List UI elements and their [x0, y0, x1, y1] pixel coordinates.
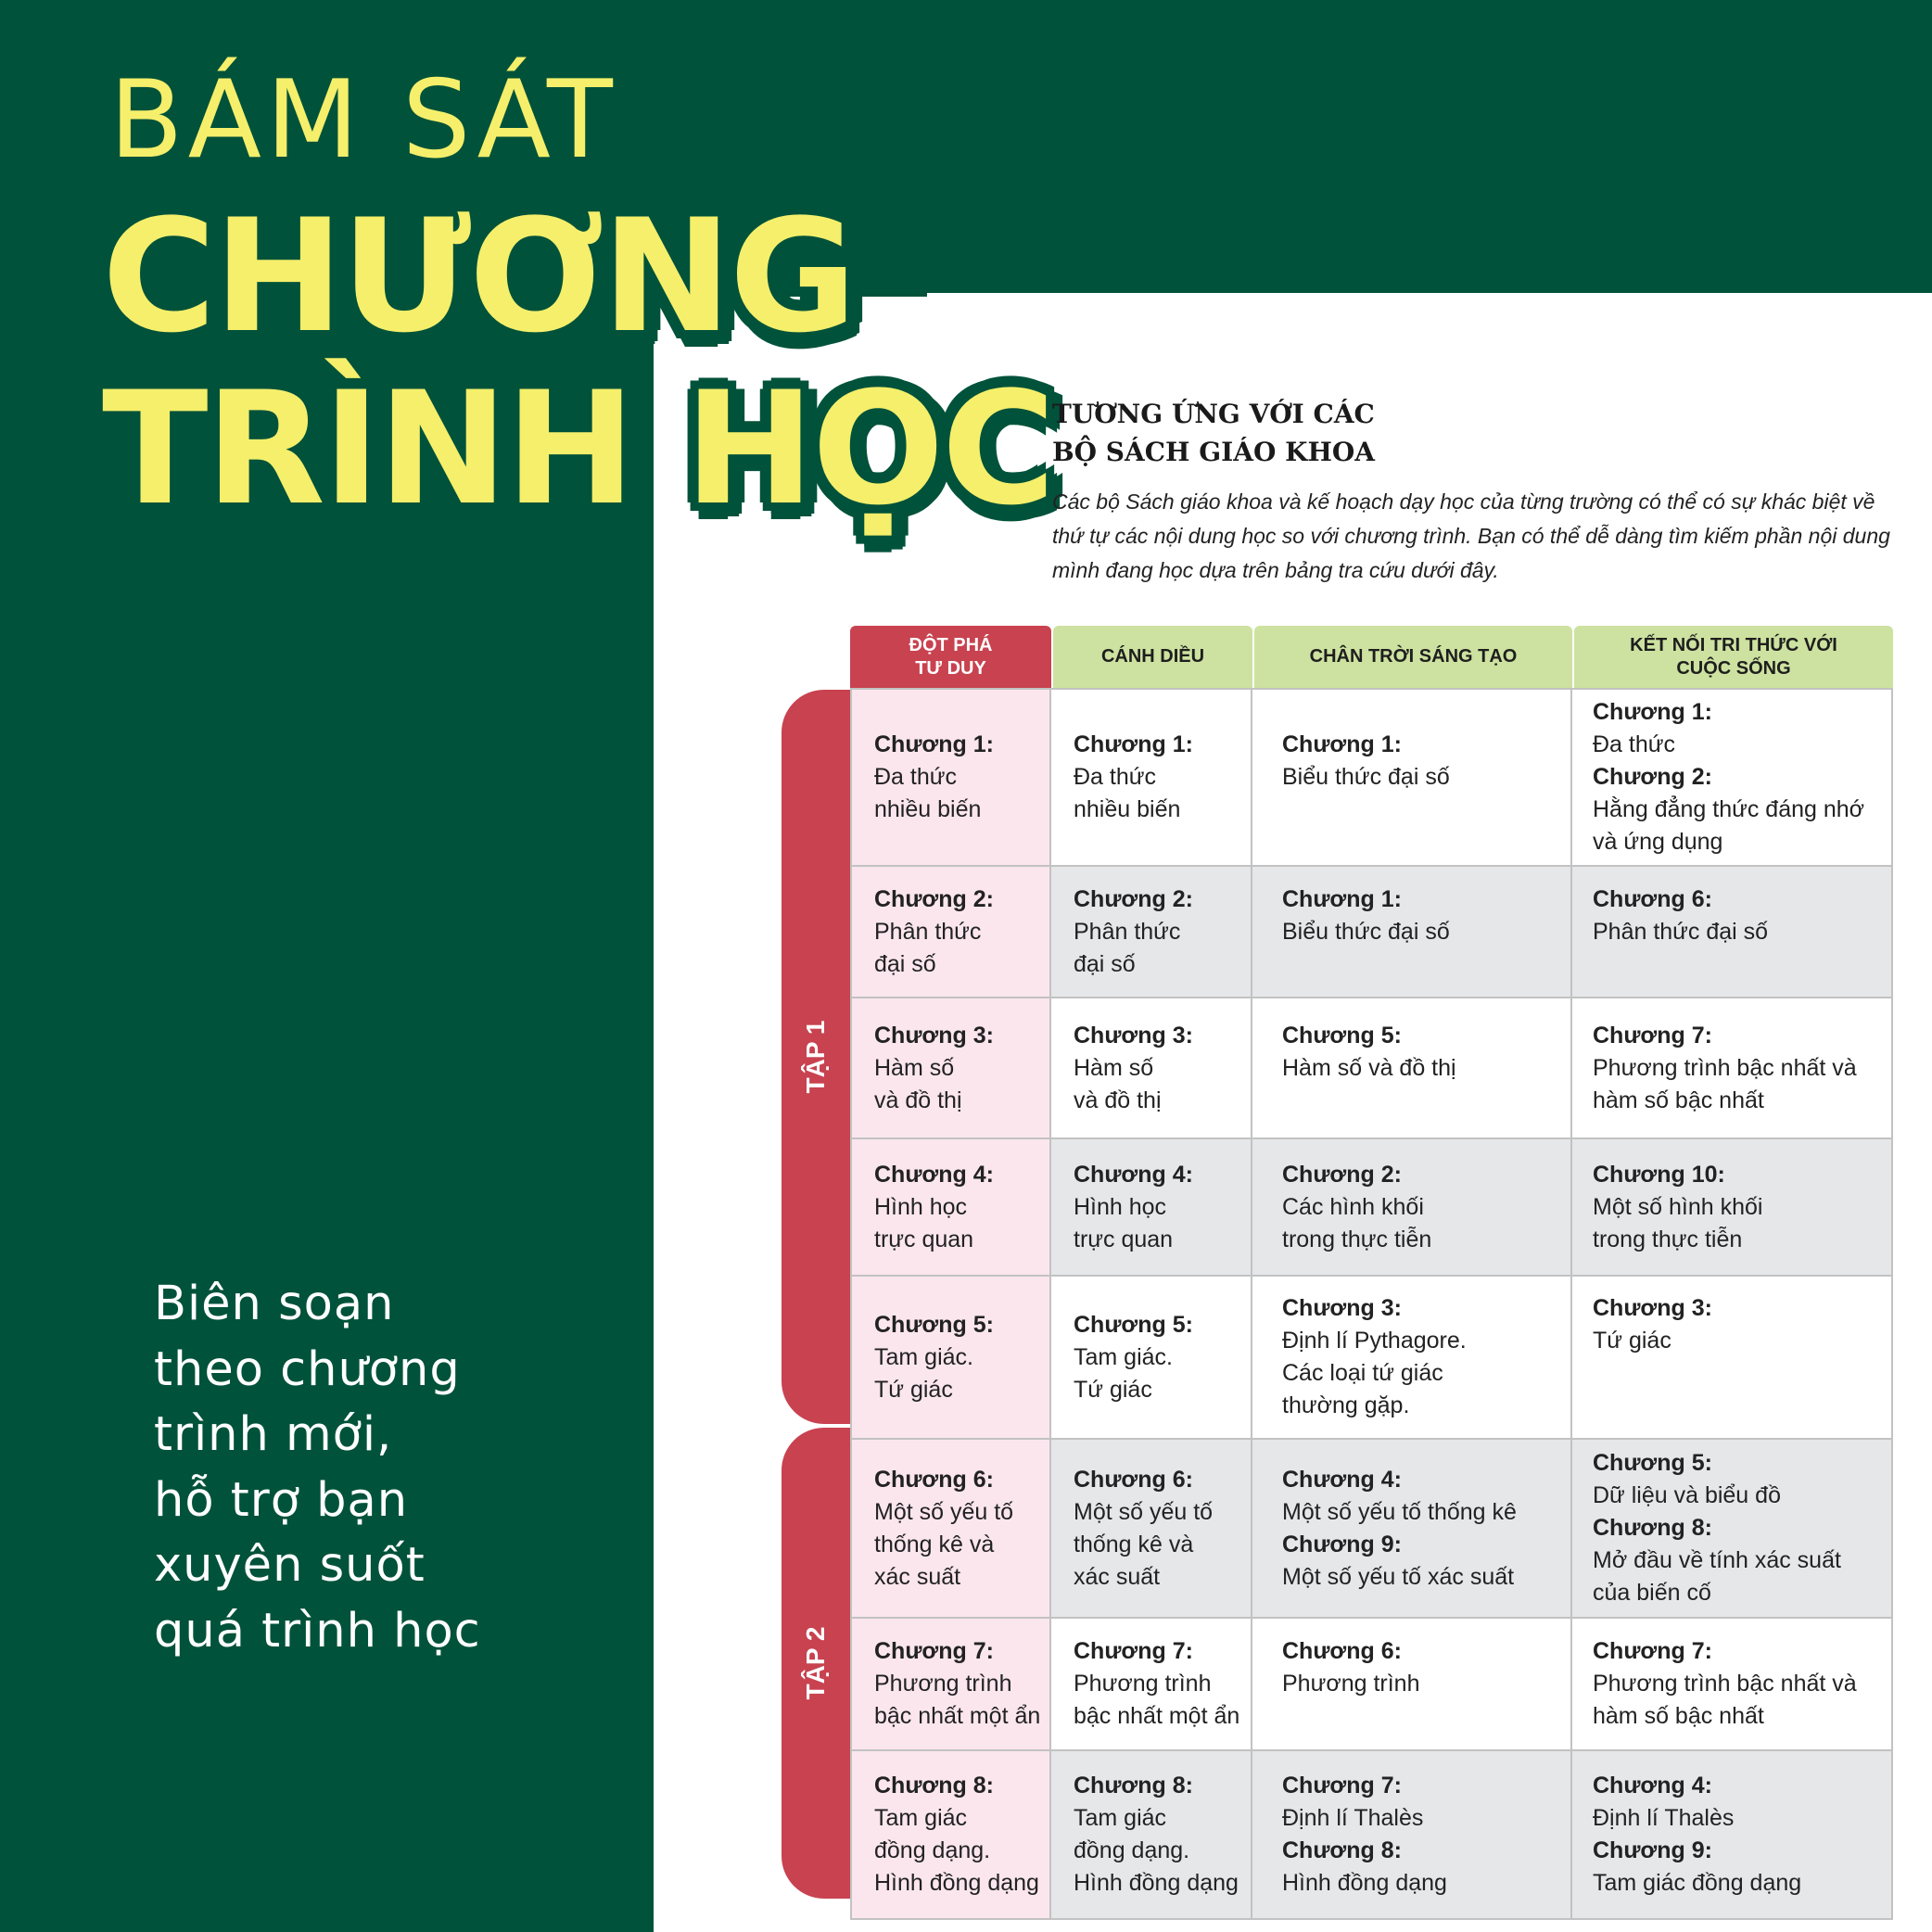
chapter-number: Chương 6:	[1282, 1638, 1402, 1664]
chapter-title-line: Tứ giác	[1593, 1328, 1671, 1354]
header-dot-pha-tu-duy	[850, 626, 1051, 688]
chapter-title-line: Phân thức	[874, 918, 982, 945]
table-row	[850, 867, 1893, 998]
intro-paragraph: Các bộ Sách giáo khoa và kế hoạch dạy học của từng trường có thể có sự khác biệt về thứ tự các nội dung học so với chương trình. Bạn có thể dễ dàng tìm kiếm phần nội dung mình đang học dựa trên bảng tra cứu dưới đây.	[1052, 489, 1890, 582]
chapter-title-line: Hàm số	[1074, 1054, 1154, 1081]
table-cell	[1572, 1619, 1893, 1751]
chapter-number: Chương 4:	[1593, 1773, 1712, 1799]
tagline-line: quá trình học	[154, 1603, 481, 1659]
table-cell	[1572, 998, 1893, 1139]
tagline-line: hỗ trợ bạn	[154, 1472, 409, 1528]
chapter-title-line: Dữ liệu và biểu đồ	[1593, 1482, 1781, 1508]
chapter-title-line: hàm số bậc nhất	[1593, 1703, 1764, 1729]
headline-top: BÁM SÁT	[109, 57, 617, 183]
table-cell	[850, 1440, 1051, 1619]
chapter-title-line: Hình đồng dạng	[874, 1870, 1039, 1896]
chapter-title-line: Định lí Thalès	[1593, 1805, 1735, 1831]
chapter-title-line: Một số hình khối	[1593, 1193, 1763, 1220]
chapter-title-line	[1282, 1700, 1561, 1733]
table-cell	[1252, 998, 1572, 1139]
volume-tab-1	[782, 690, 850, 1424]
chapter-number: Chương 5:	[1593, 1450, 1712, 1476]
chapter-title-line: Đa thức	[874, 764, 957, 790]
chapter-title-line: Tam giác đồng dạng	[1593, 1870, 1802, 1896]
table-cell	[1252, 1619, 1572, 1751]
chapter-number: Chương 3:	[1593, 1295, 1712, 1321]
chapter-number: Chương 7:	[1593, 1638, 1712, 1664]
table-row	[850, 1619, 1893, 1751]
chapter-number: Chương 2:	[1593, 764, 1712, 790]
chapter-number: Chương 3:	[1074, 1022, 1193, 1049]
table-cell	[850, 1751, 1051, 1920]
table-cell	[1051, 1619, 1252, 1751]
table-cell	[1252, 1277, 1572, 1440]
chapter-number: Chương 1:	[1074, 731, 1193, 757]
chapter-title-line: đại số	[1074, 950, 1136, 977]
table-cell	[1572, 688, 1893, 867]
chapter-title-line: Hàm số	[874, 1054, 955, 1081]
chapter-number: Chương 1:	[1282, 731, 1402, 757]
headline-line-3: TRÌNH HỌC	[102, 358, 1053, 540]
chapter-title-line: Tam giác	[874, 1805, 968, 1831]
chapter-number: Chương 2:	[874, 885, 994, 912]
chapter-title-line: bậc nhất một ẩn	[874, 1703, 1041, 1729]
chapter-title-line: Hình học	[1074, 1193, 1167, 1220]
chapter-title-line: Định lí Pythagore.	[1282, 1328, 1467, 1354]
chapter-number: Chương 2:	[1074, 885, 1193, 912]
tagline-line: xuyên suốt	[154, 1538, 426, 1593]
chapter-title-line: Hình học	[874, 1193, 968, 1220]
chapter-title-line: Phương trình	[1282, 1671, 1420, 1697]
table-row	[850, 998, 1893, 1139]
chapter-title-line: Phương trình	[874, 1671, 1012, 1697]
chapter-number: Chương 7:	[874, 1638, 994, 1664]
chapter-title-line: thống kê và	[874, 1531, 995, 1557]
table-cell	[1572, 1139, 1893, 1277]
chapter-number: Chương 5:	[1282, 1022, 1402, 1049]
chapter-title-line: hàm số bậc nhất	[1593, 1087, 1764, 1113]
chapter-title-line: Phương trình bậc nhất và	[1593, 1054, 1857, 1081]
chapter-title-line: nhiều biến	[1074, 796, 1181, 822]
chapter-title-line: đồng dạng.	[1074, 1837, 1190, 1863]
chapter-title-line: Hằng đẳng thức đáng nhớ	[1593, 796, 1865, 822]
chapter-number: Chương 9:	[1282, 1531, 1402, 1557]
table-cell	[1572, 867, 1893, 998]
chapter-title-line: Tam giác	[1074, 1805, 1167, 1831]
table-row	[850, 1277, 1893, 1440]
header-line: CHÂN TRỜI SÁNG TẠO	[1309, 646, 1518, 667]
header-line: TƯ DUY	[915, 657, 986, 679]
table-cell	[850, 998, 1051, 1139]
chapter-title-line: Các loại tứ giác	[1282, 1360, 1443, 1386]
chapter-title-line: Biểu thức đại số	[1282, 918, 1450, 945]
chapter-number: Chương 4:	[1282, 1466, 1402, 1493]
chapter-number: Chương 1:	[1282, 885, 1402, 912]
table-cell	[1252, 1440, 1572, 1619]
chapter-title-line: Hình đồng dạng	[1282, 1870, 1447, 1896]
chapter-title-line: xác suất	[874, 1563, 961, 1590]
chapter-title-line: Hàm số và đồ thị	[1282, 1054, 1456, 1081]
chapter-number: Chương 8:	[874, 1773, 994, 1799]
table-cell	[1051, 1751, 1252, 1920]
table-cell	[850, 1277, 1051, 1440]
chapter-title-line	[1593, 1390, 1882, 1422]
chapter-number: Chương 6:	[874, 1466, 994, 1493]
tagline	[154, 1272, 617, 1664]
chapter-title-line: Phương trình	[1074, 1671, 1212, 1697]
headline-line-2: CHƯƠNG	[102, 185, 855, 367]
chapter-number: Chương 7:	[1074, 1638, 1193, 1664]
chapter-title-line: trong thực tiễn	[1282, 1226, 1432, 1252]
chapter-number: Chương 8:	[1282, 1837, 1402, 1863]
tagline-line: trình mới,	[154, 1407, 393, 1462]
header-line: CUỘC SỐNG	[1676, 657, 1791, 679]
table-cell	[1252, 867, 1572, 998]
volume-label: TẬP 2	[801, 1626, 830, 1700]
table-cell	[850, 867, 1051, 998]
table-row	[850, 1440, 1893, 1619]
chapter-number: Chương 3:	[1282, 1295, 1402, 1321]
chapter-title-line: Mở đầu về tính xác suất	[1593, 1547, 1841, 1573]
chapter-number: Chương 8:	[1593, 1515, 1712, 1541]
chapter-title-line: đại số	[874, 950, 936, 977]
table-cell	[1051, 1139, 1252, 1277]
chapter-number: Chương 8:	[1074, 1773, 1193, 1799]
chapter-number: Chương 6:	[1074, 1466, 1193, 1493]
chapter-number: Chương 7:	[1593, 1022, 1712, 1049]
table-cell	[1252, 1139, 1572, 1277]
chapter-title-line: trực quan	[874, 1226, 974, 1252]
volume-tab-2	[782, 1428, 850, 1899]
chapter-title-line: đồng dạng.	[874, 1837, 991, 1863]
chapter-title-line: Hình đồng dạng	[1074, 1870, 1239, 1896]
chapter-title-line: trong thực tiễn	[1593, 1226, 1743, 1252]
chapter-title-line: Tứ giác	[874, 1376, 953, 1403]
tagline-line: theo chương	[154, 1341, 461, 1397]
table-cell	[1252, 688, 1572, 867]
table-cell	[1572, 1751, 1893, 1920]
chapter-title-line	[1282, 1085, 1561, 1117]
chapter-title-line: thống kê và	[1074, 1531, 1194, 1557]
chapter-number: Chương 4:	[874, 1161, 994, 1188]
chapter-title-line: và đồ thị	[1074, 1087, 1162, 1113]
chapter-title-line: Một số yếu tố	[874, 1498, 1014, 1525]
table-row	[850, 688, 1893, 867]
chapter-number: Chương 5:	[1074, 1311, 1193, 1338]
chapter-number: Chương 4:	[1074, 1161, 1193, 1188]
chapter-title-line	[1282, 794, 1561, 826]
chapter-number: Chương 5:	[874, 1311, 994, 1338]
chapter-title-line	[1593, 1357, 1882, 1390]
chapter-title-line: Đa thức	[1593, 731, 1675, 757]
table-cell	[850, 1139, 1051, 1277]
table-cell	[1572, 1440, 1893, 1619]
table-cell	[1051, 998, 1252, 1139]
chapter-title-line: Tứ giác	[1074, 1376, 1152, 1403]
chapter-number: Chương 1:	[874, 731, 994, 757]
header-line: ĐỘT PHÁ	[909, 634, 993, 655]
table-cell	[850, 1619, 1051, 1751]
chapter-title-line: Phương trình bậc nhất và	[1593, 1671, 1857, 1697]
chapter-title-line: Một số yếu tố thống kê	[1282, 1498, 1517, 1525]
chapter-number: Chương 1:	[1593, 699, 1712, 725]
header-chan-troi-sang-tao	[1254, 626, 1572, 688]
table-cell	[1051, 1277, 1252, 1440]
chapter-title-line: Phân thức đại số	[1593, 918, 1769, 945]
curriculum-table	[850, 688, 1893, 1920]
chapter-title-line: Phân thức	[1074, 918, 1181, 945]
table-cell	[850, 688, 1051, 867]
header-canh-dieu	[1053, 626, 1252, 688]
chapter-number: Chương 6:	[1593, 885, 1712, 912]
table-cell	[1051, 867, 1252, 998]
chapter-title-line: và ứng dụng	[1593, 829, 1723, 855]
chapter-title-line: Tam giác.	[874, 1343, 973, 1370]
tagline-line: Biên soạn	[154, 1277, 395, 1331]
volume-label: TẬP 1	[801, 1020, 830, 1094]
subtitle-line-1: TƯƠNG ỨNG VỚI CÁC	[1052, 399, 1375, 429]
chapter-title-line: trực quan	[1074, 1226, 1174, 1252]
table-cell	[1572, 1277, 1893, 1440]
table-cell	[1051, 688, 1252, 867]
chapter-title-line	[1593, 948, 1882, 981]
table-row	[850, 1751, 1893, 1920]
chapter-title-line: Biểu thức đại số	[1282, 764, 1450, 790]
chapter-title-line: Một số yếu tố xác suất	[1282, 1563, 1515, 1590]
content-panel-top	[927, 293, 1932, 311]
chapter-title-line: xác suất	[1074, 1563, 1161, 1590]
chapter-title-line: Một số yếu tố	[1074, 1498, 1214, 1525]
table-row	[850, 1139, 1893, 1277]
chapter-title-line: và đồ thị	[874, 1087, 962, 1113]
chapter-number: Chương 9:	[1593, 1837, 1712, 1863]
chapter-title-line: thường gặp.	[1282, 1392, 1410, 1418]
subtitle-line-2: BỘ SÁCH GIÁO KHOA	[1052, 437, 1376, 467]
chapter-title-line: nhiều biến	[874, 796, 982, 822]
chapter-title-line: Đa thức	[1074, 764, 1156, 790]
chapter-title-line: bậc nhất một ẩn	[1074, 1703, 1240, 1729]
header-line: CÁNH DIỀU	[1100, 646, 1205, 667]
header-line: KẾT NỐI TRI THỨC VỚI	[1630, 634, 1837, 655]
chapter-title-line: Tam giác.	[1074, 1343, 1173, 1370]
chapter-number: Chương 7:	[1282, 1773, 1402, 1799]
chapter-number: Chương 2:	[1282, 1161, 1402, 1188]
table-cell	[1051, 1440, 1252, 1619]
chapter-title-line	[1282, 948, 1561, 981]
chapter-number: Chương 3:	[874, 1022, 994, 1049]
chapter-number: Chương 10:	[1593, 1161, 1725, 1188]
chapter-title-line: của biến cố	[1593, 1580, 1711, 1606]
chapter-title-line: Định lí Thalès	[1282, 1805, 1424, 1831]
table-cell	[1252, 1751, 1572, 1920]
subtitle	[1052, 395, 1608, 471]
header-ket-noi-tri-thuc	[1574, 626, 1893, 688]
chapter-title-line: Các hình khối	[1282, 1193, 1424, 1220]
